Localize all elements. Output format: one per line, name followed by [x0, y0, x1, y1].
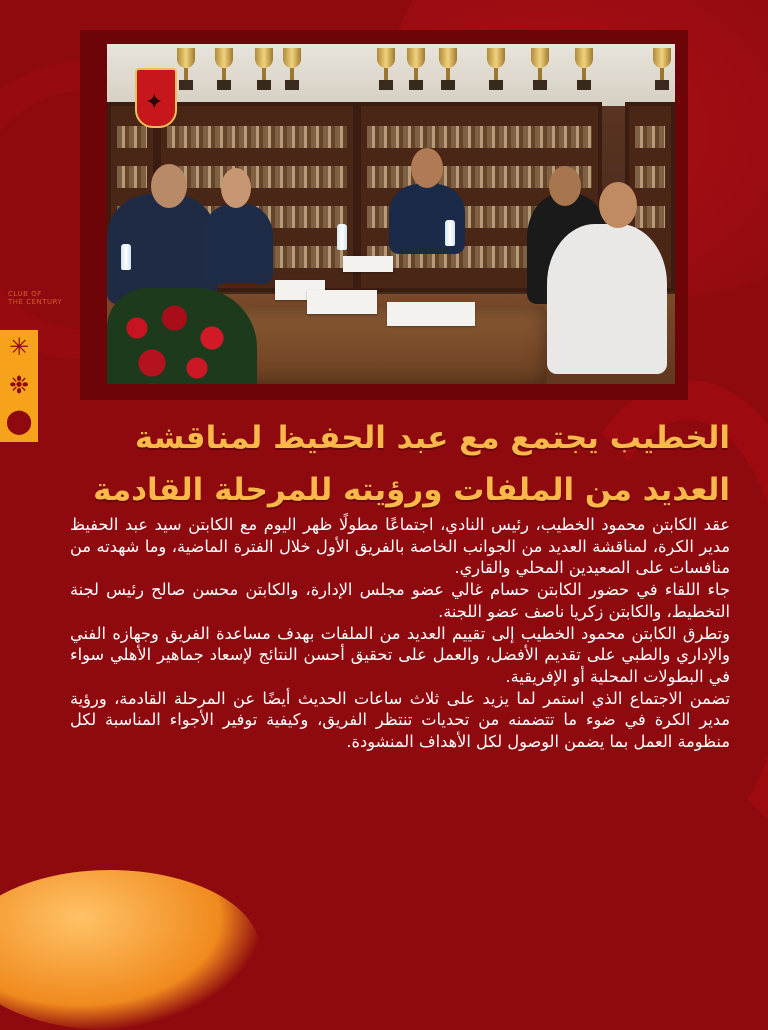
side-label-line1: CLUB OF [8, 290, 42, 298]
star-icon: ✳ [8, 333, 30, 361]
ball-icon: ⬤ [5, 407, 33, 435]
meeting-photo [107, 44, 675, 384]
paragraph-3: وتطرق الكابتن محمود الخطيب إلى تقييم العديد من الملفات بهدف مساعدة الفريق وجهازه الفني والإداري والطبي على تقديم الأفضل، والعمل على تحقيق أحسن النتائج لإسعاد جماهير الأهلي سواء في البطولات المحلية أو الإفريقية. [70, 623, 730, 686]
side-badge [0, 330, 38, 442]
paragraph-2: جاء اللقاء في حضور الكابتن حسام غالي عضو مجلس الإدارة، والكابتن محسن صالح رئيس لجنة التخطيط، والكابتن زكريا ناصف عضو اللجنة. [70, 580, 730, 621]
headline-line2: العديد من الملفات ورؤيته للمرحلة القادمة [93, 472, 730, 508]
headline-line1: الخطيب يجتمع مع عبد الحفيظ لمناقشة [134, 420, 730, 456]
side-label [8, 290, 62, 306]
eagle-icon: ❉ [8, 371, 30, 399]
article-body [70, 514, 730, 753]
side-label-line2: THE CENTURY [8, 298, 63, 306]
headline [70, 412, 730, 516]
flower-bouquet [107, 288, 257, 384]
paragraph-1: عقد الكابتن محمود الخطيب، رئيس النادي، اجتماعًا مطولًا ظهر اليوم مع الكابتن سيد عبد الحفيظ مدير الكرة، لمناقشة العديد من الجوانب الخاصة بالفريق الأول خلال الفترة الماضية، وما شهدته من منافسات على الصعيدين المحلي والقاري. [70, 515, 730, 578]
club-crest-icon: ✦ [135, 68, 177, 128]
paragraph-4: تضمن الاجتماع الذي استمر لما يزيد على ثلاث ساعات الحديث أيضًا عن المرحلة القادمة، ورؤية مدير الكرة في ضوء ما تتضمنه من تحديات تنتظر الفريق، وكيفية توفير الأجواء المناسبة لكل منظومة العمل بما يضمن الوصول لكل الأهداف المنشودة. [70, 688, 730, 752]
person-second [203, 204, 273, 284]
person-right-2 [547, 224, 667, 374]
